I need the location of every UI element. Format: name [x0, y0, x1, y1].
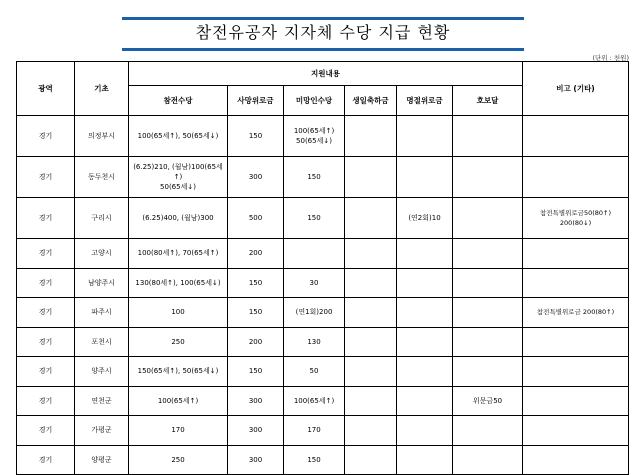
cell-support [397, 298, 453, 328]
cell-text: 300 [248, 426, 263, 435]
title-rule-bottom [122, 48, 524, 51]
header-column: 호보달 [453, 86, 523, 116]
cell-text: (연1회)200 [295, 308, 333, 317]
cell-support [397, 416, 453, 446]
cell-region: 경기 [17, 416, 75, 446]
cell-text: 130 [307, 337, 321, 346]
cell-text: 참전특별위로금 200(80↑) [536, 308, 615, 317]
table-row [17, 268, 629, 298]
cell-support [284, 416, 345, 446]
cell-support [284, 157, 345, 198]
cell-basic: 가평군 [75, 416, 129, 446]
cell-support [453, 116, 523, 157]
cell-support [284, 239, 345, 269]
header-remarks [523, 62, 629, 116]
cell-text: 300 [248, 173, 263, 181]
cell-region: 경기 [17, 445, 75, 475]
cell-region: 경기 [17, 268, 75, 298]
table-row [17, 116, 629, 157]
cell-basic: 남양주시 [75, 268, 129, 298]
cell-support [345, 198, 397, 239]
cell-basic: 고양시 [75, 239, 129, 269]
cell-text: 참전특별위로금50(80↑) [540, 209, 612, 217]
unit-note: (단위 : 천원) [592, 54, 629, 62]
cell-support [228, 268, 284, 298]
table-row [17, 198, 629, 239]
cell-region: 경기 [17, 327, 75, 357]
cell-support [345, 386, 397, 416]
cell-support [453, 157, 523, 198]
cell-support [453, 198, 523, 239]
cell-text: 50(65세↓) [296, 137, 332, 145]
cell-text: 500 [248, 214, 263, 222]
table-row [17, 357, 629, 387]
cell-support [453, 239, 523, 269]
cell-text: 250 [171, 337, 185, 346]
table-row [17, 386, 629, 416]
cell-support [129, 298, 228, 328]
header-basic: 기초 [75, 62, 129, 116]
cell-support [397, 357, 453, 387]
cell-support [284, 298, 345, 328]
cell-region: 경기 [17, 357, 75, 387]
table-row [17, 416, 629, 446]
cell-region: 경기 [17, 157, 75, 198]
cell-support [129, 239, 228, 269]
cell-support [228, 386, 284, 416]
cell-support [228, 116, 284, 157]
cell-text: 30 [309, 278, 319, 287]
cell-text: 200 [248, 337, 263, 346]
cell-support [228, 157, 284, 198]
header-column: 생일축하금 [345, 86, 397, 116]
title-block [122, 17, 524, 51]
header-column: 사망위로금 [228, 86, 284, 116]
cell-text: 150 [248, 308, 263, 317]
cell-text: 50(65세↓) [160, 183, 196, 191]
cell-text: 130(80세↑), 100(65세↓) [135, 278, 221, 287]
cell-support [345, 268, 397, 298]
cell-remark [523, 357, 629, 387]
cell-remark [523, 116, 629, 157]
cell-remark [523, 268, 629, 298]
cell-support [345, 239, 397, 269]
cell-support [129, 357, 228, 387]
cell-text: 200(80↓) [559, 219, 592, 227]
cell-support [345, 298, 397, 328]
cell-text: (6.25)210, (월남)100(65세↑) [133, 163, 223, 181]
header-remarks-line1: 비고 [556, 83, 571, 93]
cell-text: 150 [248, 278, 263, 287]
cell-support [397, 198, 453, 239]
cell-support [284, 268, 345, 298]
cell-support [345, 327, 397, 357]
table-row [17, 157, 629, 198]
cell-support [345, 416, 397, 446]
page-title: 참전유공자 지자체 수당 지급 현황 [195, 23, 451, 42]
table-row [17, 239, 629, 269]
cell-text: 100(65세↑), 50(65세↓) [137, 132, 219, 140]
header-column: 미망인수당 [284, 86, 345, 116]
cell-text: 위문금50 [472, 396, 503, 405]
cell-text: 100(65세↑) [293, 396, 335, 405]
cell-support [453, 416, 523, 446]
cell-support [284, 357, 345, 387]
cell-remark [523, 416, 629, 446]
cell-support [397, 386, 453, 416]
cell-text: 250 [171, 455, 185, 464]
cell-text: (6.25)400, (월남)300 [142, 214, 214, 222]
cell-text: 150 [248, 367, 263, 376]
cell-text: 200 [248, 249, 263, 258]
cell-text: 170 [307, 426, 321, 435]
cell-support [397, 268, 453, 298]
cell-basic: 구리시 [75, 198, 129, 239]
cell-basic: 양주시 [75, 357, 129, 387]
cell-text: 300 [248, 396, 263, 405]
header-column: 명절위로금 [397, 86, 453, 116]
cell-support [345, 157, 397, 198]
cell-support [284, 198, 345, 239]
cell-support [397, 116, 453, 157]
cell-text: 100(65세↑) [157, 396, 199, 405]
table-row [17, 327, 629, 357]
header-region: 광역 [17, 62, 75, 116]
cell-support [129, 268, 228, 298]
cell-text: 300 [248, 455, 263, 464]
cell-support [129, 416, 228, 446]
header-support-group: 지원내용 [129, 62, 523, 86]
cell-text: 100(65세↑) [293, 127, 335, 135]
cell-region: 경기 [17, 198, 75, 239]
cell-region: 경기 [17, 239, 75, 269]
cell-support [397, 239, 453, 269]
cell-text: 100(80세↑), 70(65세↑) [137, 249, 219, 258]
cell-text: 170 [171, 426, 185, 435]
cell-support [453, 268, 523, 298]
cell-support [129, 198, 228, 239]
table-row [17, 298, 629, 328]
cell-support [129, 327, 228, 357]
cell-region: 경기 [17, 386, 75, 416]
cell-support [284, 386, 345, 416]
cell-remark [523, 298, 629, 328]
cell-support [228, 298, 284, 328]
cell-support [345, 116, 397, 157]
cell-text: 150 [307, 173, 321, 181]
allowance-table [16, 61, 629, 475]
cell-basic: 의정부시 [75, 116, 129, 157]
header-column: 참전수당 [129, 86, 228, 116]
cell-support [453, 327, 523, 357]
cell-text: 150 [248, 132, 263, 140]
cell-support [228, 357, 284, 387]
cell-basic: 포천시 [75, 327, 129, 357]
cell-text: 100 [171, 308, 185, 317]
cell-support [284, 327, 345, 357]
cell-text: 150(65세↑), 50(65세↓) [137, 367, 219, 376]
cell-support [453, 386, 523, 416]
cell-support [228, 239, 284, 269]
cell-basic: 양평군 [75, 445, 129, 475]
cell-remark [523, 239, 629, 269]
cell-support [228, 416, 284, 446]
cell-text: (연2회)10 [408, 214, 441, 222]
cell-support [129, 157, 228, 198]
cell-region: 경기 [17, 116, 75, 157]
cell-support [453, 357, 523, 387]
header-remarks-line2: (기타) [573, 83, 595, 93]
cell-support [228, 327, 284, 357]
cell-support [129, 386, 228, 416]
cell-text: 150 [307, 214, 321, 222]
cell-support [345, 357, 397, 387]
cell-remark [523, 198, 629, 239]
cell-support [284, 116, 345, 157]
cell-basic: 동두천시 [75, 157, 129, 198]
cell-basic: 파주시 [75, 298, 129, 328]
cell-text: 150 [307, 455, 321, 464]
cell-remark [523, 386, 629, 416]
cell-basic: 연천군 [75, 386, 129, 416]
cell-support [129, 116, 228, 157]
cell-support [397, 327, 453, 357]
cell-text: 50 [309, 367, 319, 376]
cell-support [397, 157, 453, 198]
cell-region: 경기 [17, 298, 75, 328]
cell-remark [523, 157, 629, 198]
cell-support [453, 298, 523, 328]
cell-remark [523, 327, 629, 357]
cell-support [228, 198, 284, 239]
